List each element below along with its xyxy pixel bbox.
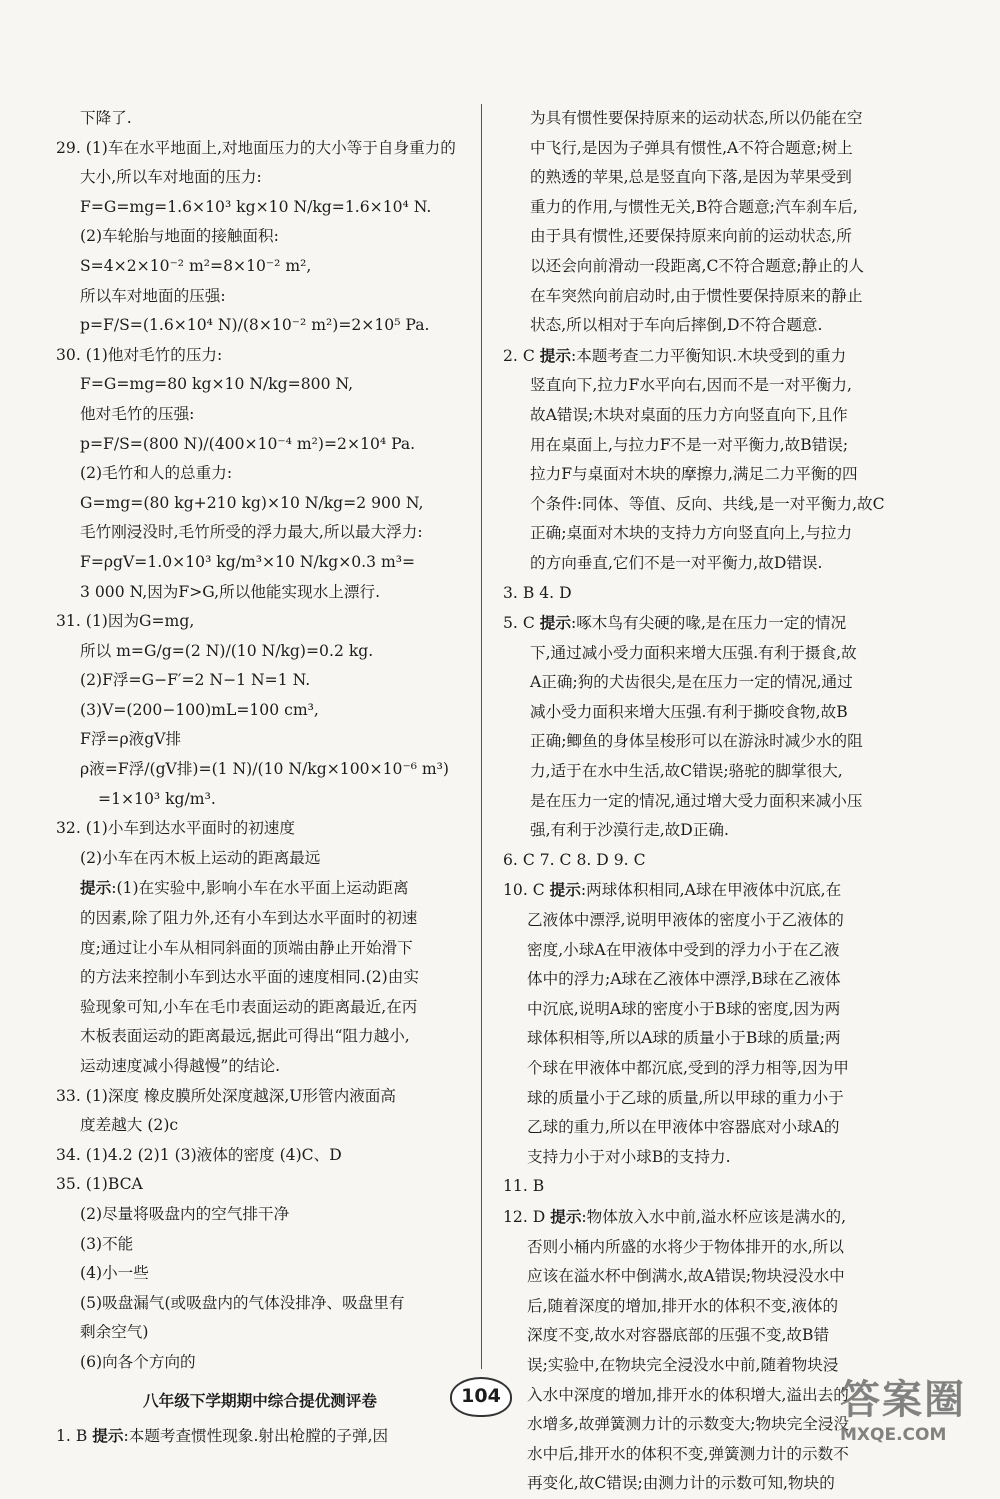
answer-line: 入水中深度的增加,排开水的体积增大,溢出去的 — [527, 1385, 849, 1404]
answer-line: ρ液=F浮/(gV排)=(1 N)/(10 N/kg×100×10⁻⁶ m³) — [80, 760, 450, 779]
answer-line: 应该在溢水杯中倒满水,故A错误;物块浸没水中 — [527, 1267, 845, 1286]
left-column — [56, 104, 464, 1452]
hint-label: 提示 — [539, 613, 571, 633]
answer-line: 由于具有惯性,还要保持原来向前的运动状态,所 — [530, 227, 852, 246]
answer-line: 下降了. — [80, 109, 132, 127]
answer-line: 5. C 提示:啄木鸟有尖硬的喙,是在压力一定的情况 — [503, 613, 847, 633]
answer-line: 3. B 4. D — [503, 583, 572, 602]
answer-line: 再变化,故C错误;由测力计的示数可知,物块的 — [527, 1474, 835, 1493]
answer-line: 乙球的重力,所以在甲液体中容器底对小球A的 — [527, 1118, 840, 1137]
answer-line: 中沉底,说明A球的密度小于B球的密度,因为两 — [527, 999, 841, 1018]
answer-line: 拉力F与桌面对木块的摩擦力,满足二力平衡的四 — [530, 465, 858, 484]
answer-line: 木板表面运动的距离最远,据此可得出“阻力越小, — [80, 1027, 410, 1046]
answer-line: 10. C 提示:两球体积相同,A球在甲液体中沉底,在 — [503, 880, 842, 900]
answer-line: 33. (1)深度 橡皮膜所处深度越深,U形管内液面高 — [56, 1086, 396, 1105]
hint-label: 提示 — [92, 1426, 124, 1446]
answer-line: 32. (1)小车到达水平面时的初速度 — [56, 819, 295, 838]
answer-line: F=ρgV=1.0×10³ kg/m³×10 N/kg×0.3 m³= — [80, 552, 416, 571]
answer-line: 毛竹刚浸没时,毛竹所受的浮力最大,所以最大浮力: — [80, 523, 423, 542]
hint-label: 提示 — [539, 345, 571, 365]
answer-line: 乙液体中漂浮,说明甲液体的密度小于乙液体的 — [527, 911, 844, 930]
watermark-logo — [840, 1378, 980, 1460]
answer-line: A正确;狗的犬齿很尖,是在压力一定的情况,通过 — [530, 673, 853, 692]
answer-line: 支持力小于对小球B的支持力. — [527, 1147, 731, 1166]
section-title: 八年级下学期期中综合提优测评卷 — [143, 1390, 377, 1410]
answer-line: (3)V=(200−100)mL=100 cm³, — [80, 700, 319, 719]
answer-line: 为具有惯性要保持原来的运动状态,所以仍能在空 — [530, 109, 863, 127]
answer-line: 运动速度减小得越慢”的结论. — [80, 1057, 281, 1075]
answer-line: 强,有利于沙漠行走,故D正确. — [530, 821, 729, 840]
answer-line: (2)F浮=G−F′=2 N−1 N=1 N. — [80, 671, 311, 690]
answer-line: (3)不能 — [80, 1234, 134, 1253]
answer-line: (2)尽量将吸盘内的空气排干净 — [80, 1204, 290, 1223]
answer-line: F=G=mg=1.6×10³ kg×10 N/kg=1.6×10⁴ N. — [80, 197, 432, 216]
answer-line: 重力的作用,与惯性无关,B符合题意;汽车刹车后, — [530, 197, 858, 216]
answer-line: p=F/S=(1.6×10⁴ N)/(8×10⁻² m²)=2×10⁵ Pa. — [80, 316, 430, 335]
answer-line: 下,通过减小受力面积来增大压强.有利于摄食,故 — [530, 643, 857, 662]
answer-line: 状态,所以相对于车向后摔倒,D不符合题意. — [530, 316, 823, 335]
answer-line: 减小受力面积来增大压强.有利于撕咬食物,故B — [530, 702, 848, 721]
answer-line: 大小,所以车对地面的压力: — [80, 168, 262, 187]
answer-line: (2)毛竹和人的总重力: — [80, 464, 233, 483]
answer-line: 体中的浮力;A球在乙液体中漂浮,B球在乙液体 — [527, 970, 841, 989]
answer-line: 球的质量小于乙球的质量,所以甲球的重力小于 — [527, 1088, 844, 1107]
answer-line: 3 000 N,因为F>G,所以他能实现水上漂行. — [80, 582, 381, 601]
answer-line: (4)小一些 — [80, 1264, 149, 1283]
watermark-title: 答案圈 — [840, 1377, 966, 1423]
answer-line: 35. (1)BCA — [56, 1175, 143, 1194]
answer-line: 30. (1)他对毛竹的压力: — [56, 345, 223, 364]
watermark-url: MXQE.COM — [840, 1425, 947, 1445]
answer-line: 1. B 提示:本题考查惯性现象.射出枪膛的子弹,因 — [56, 1426, 389, 1446]
answer-line: =1×10³ kg/m³. — [98, 789, 216, 808]
answer-line: F=G=mg=80 kg×10 N/kg=800 N, — [80, 375, 354, 394]
answer-line: F浮=ρ液gV排 — [80, 730, 182, 749]
answer-line: 个球在甲液体中都沉底,受到的浮力相等,因为甲 — [527, 1059, 849, 1077]
page-number-badge — [450, 1377, 512, 1417]
answer-line: 水中后,排开水的体积不变,弹簧测力计的示数不 — [527, 1444, 849, 1463]
answer-line: 2. C 提示:本题考查二力平衡知识.木块受到的重力 — [503, 345, 847, 365]
hint-label: 提示 — [549, 880, 581, 900]
answer-line: 验现象可知,小车在毛巾表面运动的距离最近,在丙 — [80, 997, 418, 1016]
answer-line: 后,随着深度的增加,排开水的体积不变,液体的 — [527, 1296, 839, 1315]
answer-line: 正确;鲫鱼的身体呈梭形可以在游泳时减少水的阻 — [530, 732, 863, 751]
answer-line: 水增多,故弹簧测力计的示数变大;物块完全浸没 — [527, 1415, 850, 1434]
answer-line: 11. B — [503, 1177, 545, 1196]
answer-line: (2)车轮胎与地面的接触面积: — [80, 227, 279, 246]
answer-line: 的熟透的苹果,总是竖直向下落,是因为苹果受到 — [530, 168, 852, 187]
answer-line: 所以 m=G/g=(2 N)/(10 N/kg)=0.2 kg. — [80, 641, 374, 660]
answer-line: 正确;桌面对木块的支持力方向竖直向上,与拉力 — [530, 524, 853, 543]
answer-line: 所以车对地面的压强: — [80, 286, 226, 305]
answer-line: 误;实验中,在物块完全浸没水中前,随着物块浸 — [527, 1355, 839, 1374]
answer-line: 34. (1)4.2 (2)1 (3)液体的密度 (4)C、D — [56, 1145, 342, 1164]
answer-line: 用在桌面上,与拉力F不是一对平衡力,故B错误; — [530, 435, 849, 454]
answer-line: 度;通过让小车从相同斜面的顶端由静止开始滑下 — [80, 938, 413, 957]
answer-line: 深度不变,故水对容器底部的压强不变,故B错 — [527, 1326, 830, 1345]
answer-line: G=mg=(80 kg+210 kg)×10 N/kg=2 900 N, — [80, 493, 424, 512]
answer-line: 否则小桶内所盛的水将少于物体排开的水,所以 — [527, 1237, 844, 1256]
right-column — [503, 104, 903, 1499]
answer-line: 的因素,除了阻力外,还有小车到达水平面时的初速 — [80, 909, 418, 928]
answer-line: 球体积相等,所以A球的质量小于B球的质量;两 — [527, 1029, 841, 1048]
answer-line: 密度,小球A在甲液体中受到的浮力小于在乙液 — [527, 940, 840, 959]
answer-line: (6)向各个方向的 — [80, 1352, 196, 1371]
answer-line: 竖直向下,拉力F水平向右,因而不是一对平衡力, — [530, 376, 852, 395]
answer-line: 他对毛竹的压强: — [80, 404, 195, 423]
hint-label: 提示 — [80, 878, 112, 898]
answer-line: 剩余空气) — [80, 1323, 149, 1342]
answer-line: 故A错误;木块对桌面的压力方向竖直向下,且作 — [530, 405, 848, 424]
page-number: 104 — [461, 1385, 501, 1407]
answer-line: 提示:(1)在实验中,影响小车在水平面上运动距离 — [80, 878, 409, 898]
answer-line: 力,适于在水中生活,故C错误;骆驼的脚掌很大, — [530, 762, 843, 781]
answer-line: 在车突然向前启动时,由于惯性要保持原来的静止 — [530, 286, 863, 305]
answer-line: 6. C 7. C 8. D 9. C — [503, 850, 646, 869]
answer-line: 的方法来控制小车到达水平面的速度相同.(2)由实 — [80, 968, 419, 987]
answer-line: 度差越大 (2)c — [80, 1116, 179, 1135]
answer-line: p=F/S=(800 N)/(400×10⁻⁴ m²)=2×10⁴ Pa. — [80, 434, 416, 453]
hint-label: 提示 — [550, 1206, 582, 1226]
answer-line: 以还会向前滑动一段距离,C不符合题意;静止的人 — [530, 256, 865, 275]
answer-line: (5)吸盘漏气(或吸盘内的气体没排净、吸盘里有 — [80, 1293, 405, 1312]
answer-line: 是在压力一定的情况,通过增大受力面积来减小压 — [530, 791, 863, 810]
answer-line: 中飞行,是因为子弹具有惯性,A不符合题意;树上 — [530, 138, 853, 157]
answer-line: (2)小车在丙木板上运动的距离最远 — [80, 848, 321, 867]
column-divider — [481, 104, 482, 1369]
answer-line: 个条件:同体、等值、反向、共线,是一对平衡力,故C — [530, 494, 885, 513]
answer-line: 12. D 提示:物体放入水中前,溢水杯应该是满水的, — [503, 1206, 847, 1226]
answer-line: S=4×2×10⁻² m²=8×10⁻² m², — [80, 256, 312, 275]
answer-line: 29. (1)车在水平地面上,对地面压力的大小等于自身重力的 — [56, 138, 456, 157]
answer-line: 31. (1)因为G=mg, — [56, 612, 195, 631]
answer-line: 的方向垂直,它们不是一对平衡力,故D错误. — [530, 553, 823, 572]
